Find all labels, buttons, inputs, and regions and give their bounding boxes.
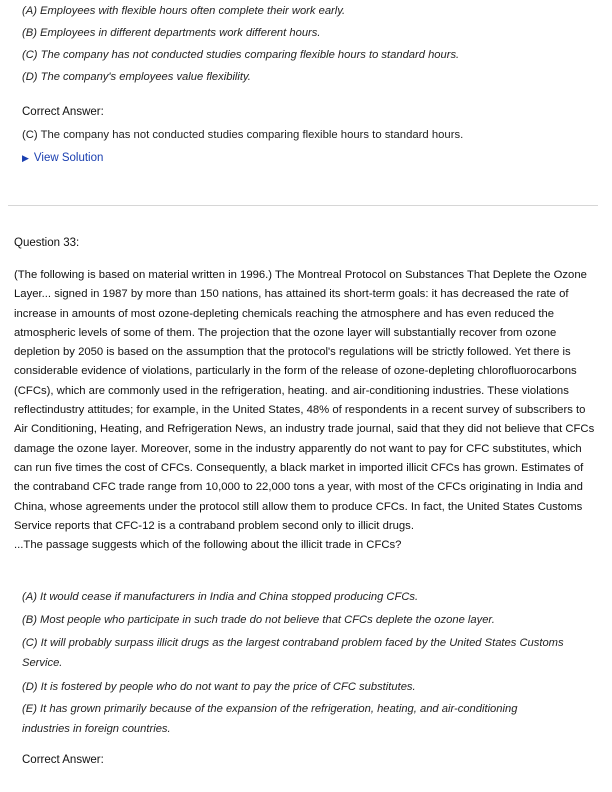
prev-option-a: (A) Employees with flexible hours often complete their work early. [22, 5, 346, 17]
question-passage [14, 266, 600, 555]
correct-answer-label: Correct Answer: [22, 754, 104, 766]
prev-option-c: (C) The company has not conducted studies comparing flexible hours to standard hours. [22, 49, 460, 61]
passage-text: (The following is based on material written in 1996.) The Montreal Protocol on Substances That Deplete the Ozone Layer... signed in 1987 by more than 150 nations, has attained its short-term goals: it has decreased the rate of increase in amounts of most ozone-depleting chemicals reaching the atmosphere and has even reduced the atmospheric levels of some of them. The projection that the ozone layer will substantially recover from ozone depletion by 2050 is based on the assumption that the protocol's regulations will be strictly followed. Yet there is considerable evidence of violations, particularly in the form of the release of ozone-depleting chlorofluorocarbons (CFCs), which are commonly used in the refrigeration, heating. and air-conditioning industries. These violations reflectindustry attitudes; for example, in the United States, 48% of respondents in a recent survey of subscribers to Air Conditioning, Heating, and Refrigeration News, an industry trade journal, said that they did not believe that CFCs damage the ozone layer. Moreover, some in the industry apparently do not want to pay for CFC substitutes, which can run five times the cost of CFCs. Consequently, a black market in imported illicit CFCs has grown. Estimates of the contraband CFC trade range from 10,000 to 22,000 tons a year, with most of the CFCs originating in India and China, whose agreements under the protocol still allow them to produce CFCs. In fact, the United States Customs Service reports that CFC-12 is a contraband problem second only to illicit drugs. [14, 269, 595, 532]
prev-option-d: (D) The company's employees value flexibility. [22, 71, 251, 83]
view-solution-label: View Solution [33, 152, 104, 164]
prev-correct-answer-label: Correct Answer: [22, 106, 104, 118]
option-a: (A) It would cease if manufacturers in India and China stopped producing CFCs. [22, 591, 419, 603]
section-divider [8, 205, 598, 206]
prev-option-b: (B) Employees in different departments work different hours. [22, 27, 321, 39]
option-e: (E) It has grown primarily because of the expansion of the refrigeration, heating, and air-conditioning industries in foreign countries. [22, 703, 518, 735]
option-c: (C) It will probably surpass illicit drugs as the largest contraband problem faced by the United States Customs Service. [22, 637, 564, 669]
triangle-right-icon: ▶ [22, 153, 29, 163]
view-solution-link[interactable] [22, 152, 103, 164]
option-b: (B) Most people who participate in such trade do not believe that CFCs deplete the ozone layer. [22, 614, 495, 626]
question-heading: Question 33: [14, 237, 80, 249]
question-prompt: ...The passage suggests which of the following about the illicit trade in CFCs? [14, 539, 402, 552]
option-d: (D) It is fostered by people who do not want to pay the price of CFC substitutes. [22, 681, 416, 693]
prev-correct-answer-text: (C) The company has not conducted studies comparing flexible hours to standard hours. [22, 129, 464, 141]
